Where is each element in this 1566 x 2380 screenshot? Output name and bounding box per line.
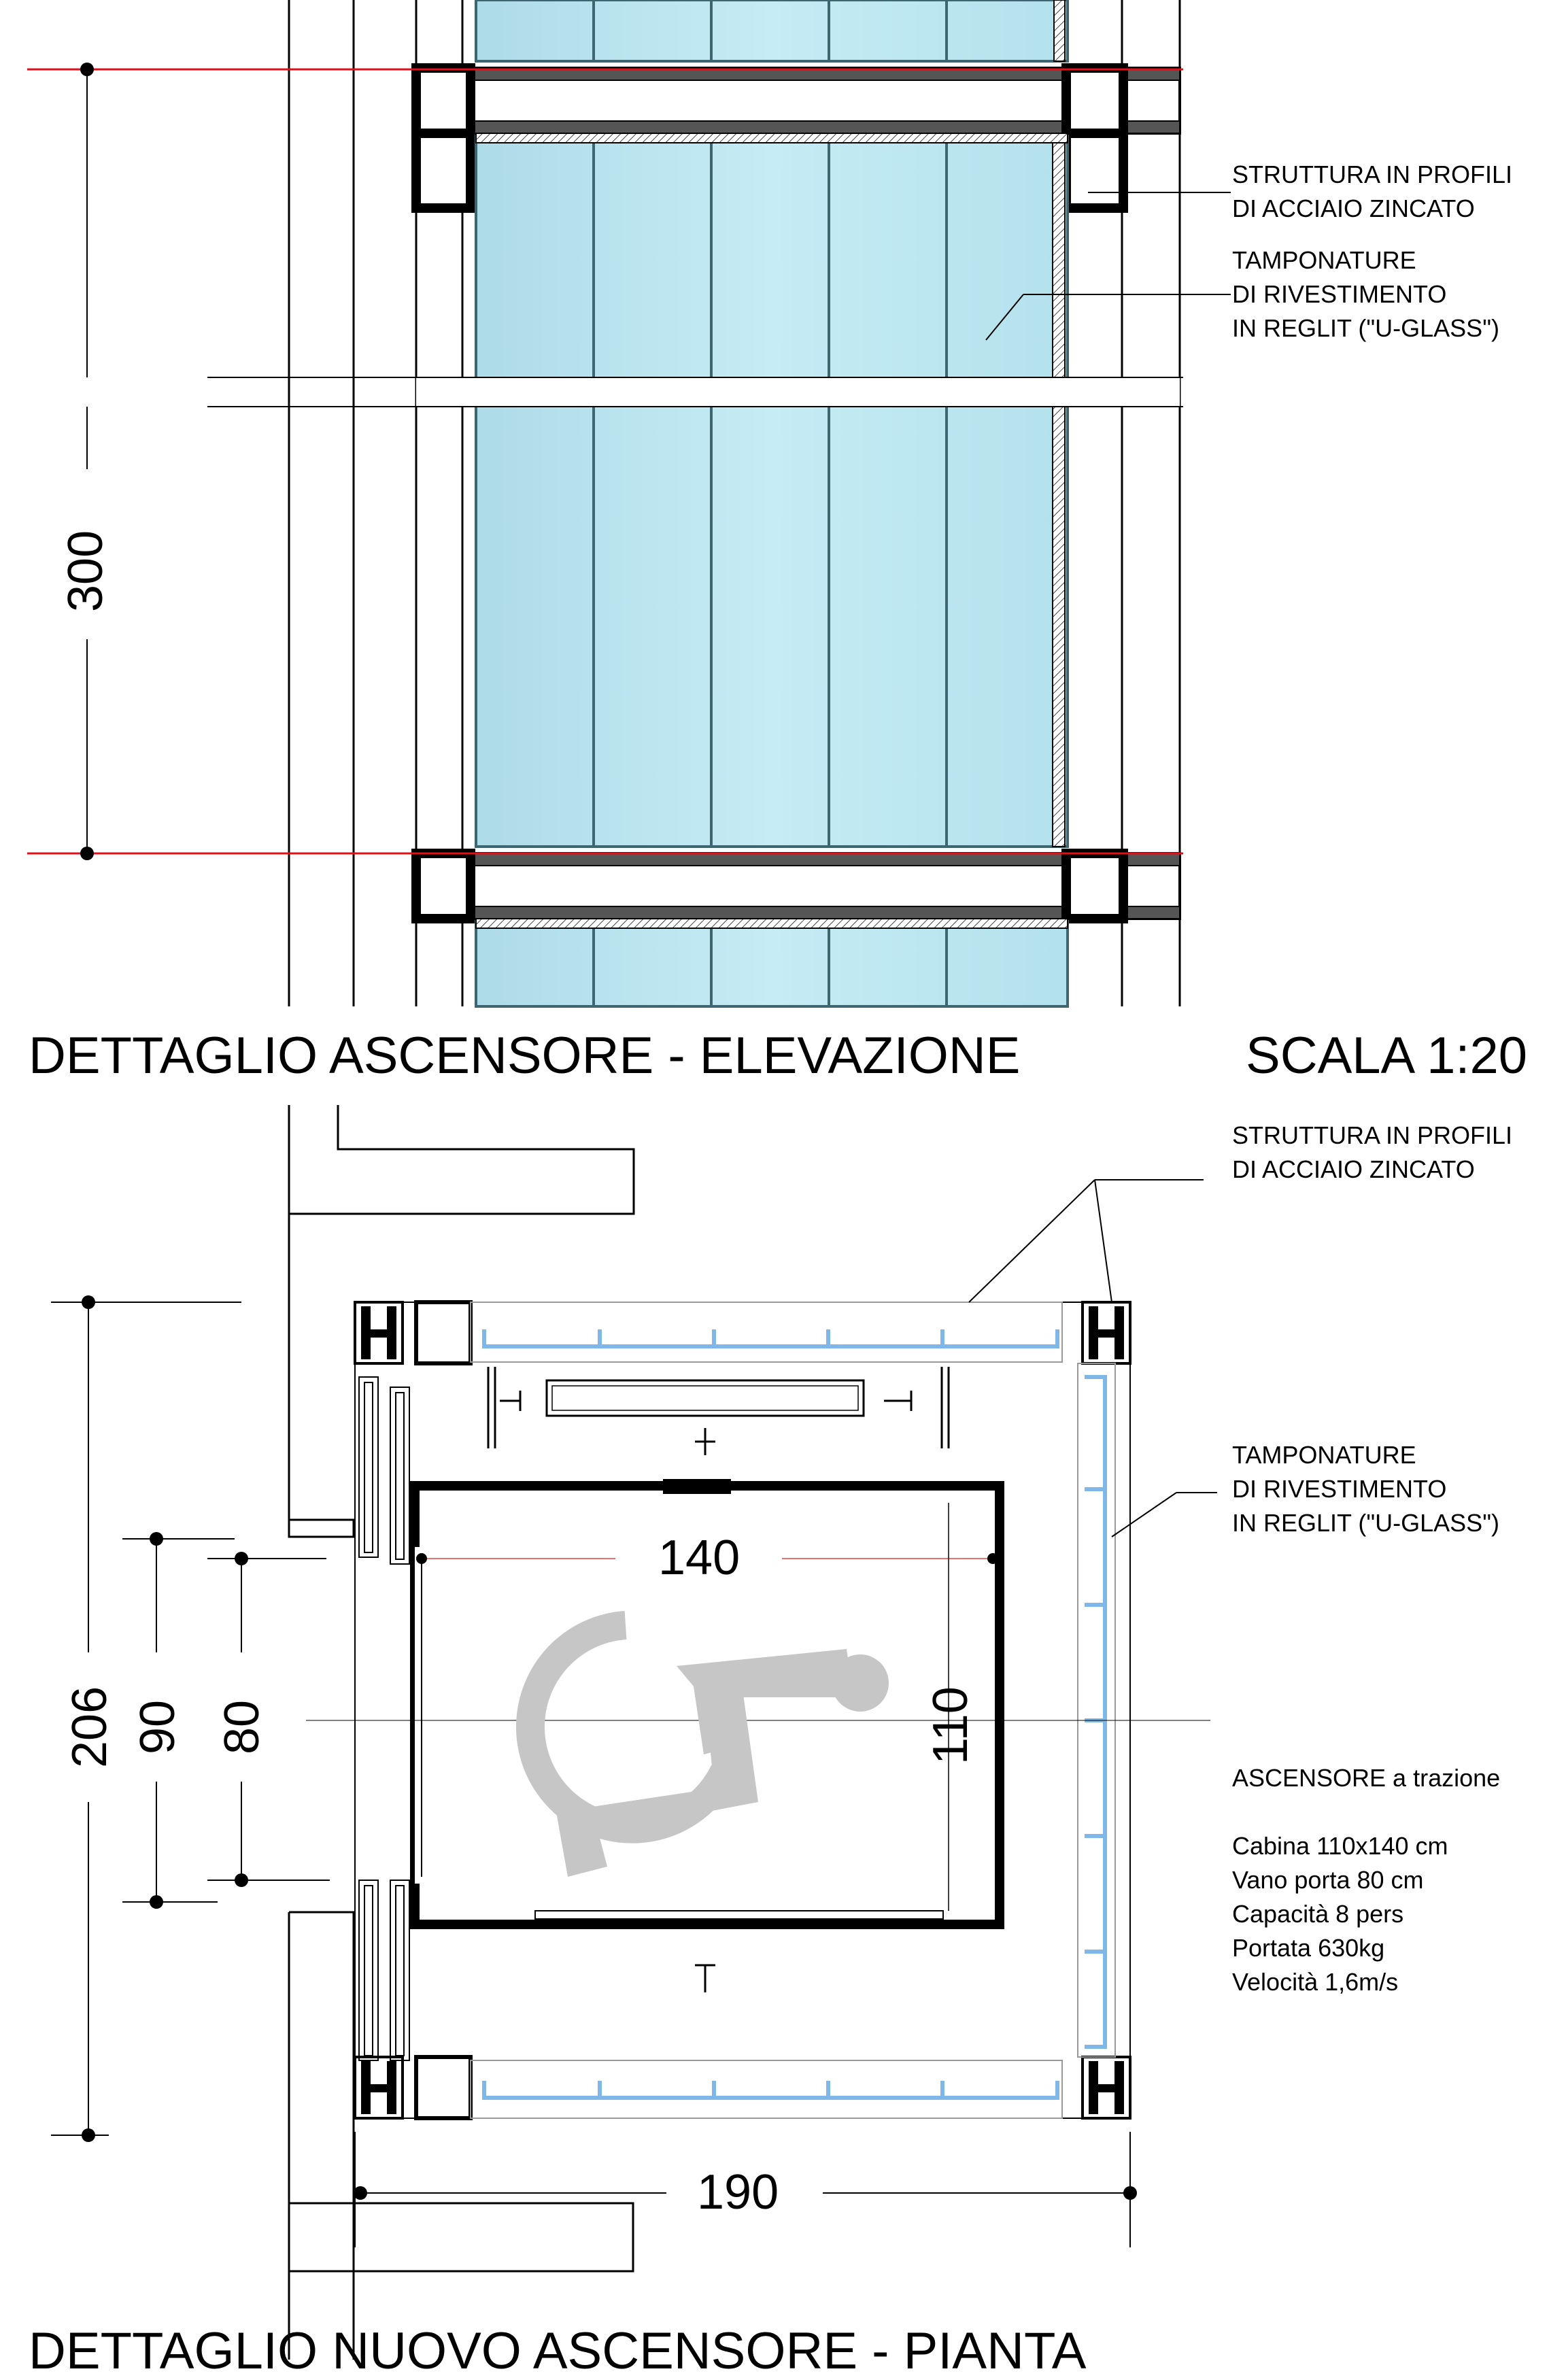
elevation-label-structure: [1232, 158, 1512, 226]
elevation-scale: SCALA 1:20: [1246, 1027, 1528, 1085]
plan-title: DETTAGLIO NUOVO ASCENSORE - PIANTA: [29, 2322, 1087, 2380]
spec-line: Cabina 110x140 cm: [1232, 1832, 1448, 1860]
landing-door-panels: [359, 1377, 409, 2060]
accessibility-symbol: [530, 1625, 889, 1877]
label-line: DI RIVESTIMENTO: [1232, 1475, 1447, 1503]
steel-frame-band-2: [416, 853, 1180, 919]
elevation-dim-height: 300: [58, 530, 113, 612]
label-line: TAMPONATURE: [1232, 1441, 1416, 1469]
cladding-top: [484, 1329, 1057, 1346]
spec-title: ASCENSORE a trazione: [1232, 1764, 1501, 1792]
plan-label-structure: [1232, 1119, 1512, 1187]
label-line: STRUTTURA IN PROFILI: [1232, 1121, 1513, 1149]
elevator-spec: [1232, 1761, 1500, 1999]
plan-dimensions: [51, 1295, 1137, 2247]
elevation-title: DETTAGLIO ASCENSORE - ELEVAZIONE: [29, 1027, 1021, 1085]
spec-line: Portata 630kg: [1232, 1934, 1385, 1962]
plan-dim-opening: 90: [131, 1699, 185, 1754]
plan-label-cladding: [1232, 1438, 1499, 1540]
plan-dim-cabin-width: 140: [658, 1531, 741, 1585]
plan-dim-cabin-depth: 110: [923, 1686, 978, 1765]
label-line: DI ACCIAIO ZINCATO: [1232, 194, 1475, 222]
spec-line: Velocità 1,6m/s: [1232, 1968, 1399, 1996]
uglass-panels-bottom: [476, 921, 1068, 1006]
label-line: DI ACCIAIO ZINCATO: [1232, 1155, 1475, 1183]
plan-dim-shaft-depth: 206: [63, 1686, 117, 1768]
cladding-bottom: [484, 2081, 1057, 2098]
spec-line: Vano porta 80 cm: [1232, 1866, 1424, 1894]
label-line: STRUTTURA IN PROFILI: [1232, 160, 1513, 188]
label-line: IN REGLIT ("U-GLASS"): [1232, 1509, 1499, 1537]
elevation-drawing: [27, 0, 1231, 1006]
label-line: IN REGLIT ("U-GLASS"): [1232, 314, 1499, 342]
uglass-panels-middle: [476, 136, 1068, 847]
label-line: DI RIVESTIMENTO: [1232, 280, 1447, 308]
cladding-right: [1085, 1377, 1105, 2047]
plan-dim-shaft-width: 190: [697, 2165, 779, 2220]
uglass-panels-top: [476, 0, 1068, 61]
spec-line: Capacità 8 pers: [1232, 1900, 1404, 1928]
plan-dim-door: 80: [215, 1699, 269, 1754]
label-line: TAMPONATURE: [1232, 246, 1416, 274]
elevation-label-cladding: [1232, 243, 1499, 345]
